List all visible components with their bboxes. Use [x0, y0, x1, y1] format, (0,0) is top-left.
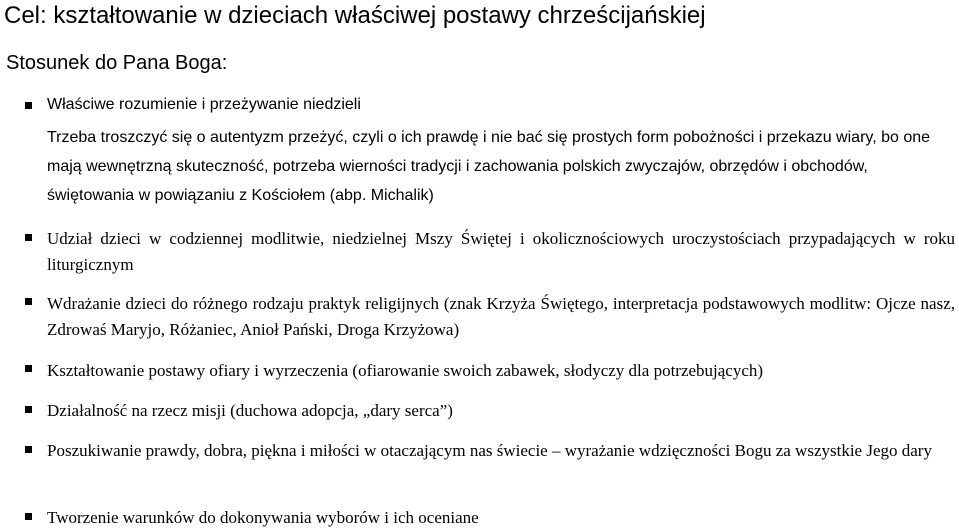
square-bullet-icon — [25, 365, 32, 372]
square-bullet-icon — [25, 406, 32, 413]
square-bullet-icon — [25, 298, 32, 305]
slide-title: Cel: kształtowanie w dzieciach właściwej postawy chrześcijańskiej — [4, 2, 706, 29]
square-bullet-icon — [25, 102, 32, 109]
list-item: Działalność na rzecz misji (duchowa adopcja, „dary serca”) — [47, 401, 453, 420]
square-bullet-icon — [25, 446, 32, 453]
square-bullet-icon — [25, 234, 32, 241]
slide-subtitle: Stosunek do Pana Boga: — [6, 52, 228, 74]
list-item: Tworzenie warunków do dokonywania wyborów i ich oceniane — [47, 508, 479, 527]
list-item: Udział dzieci w codziennej modlitwie, niedzielnej Mszy Świętej i okolicznościowych uroczystościach przypadających w roku liturgicznym — [47, 229, 955, 274]
list-item: Właściwe rozumienie i przeżywanie niedzieli — [47, 96, 361, 113]
explanatory-paragraph: Trzeba troszczyć się o autentyzm przeżyć, czyli o ich prawdę i nie bać się prostych form pobożności i przekazu wiary, bo one mają wewnętrzną skuteczność, potrzeba wierności tradycji i zachowania polskich zwyczajów, obrzędów i obchodów, świętowania w powiązaniu z Kościołem (abp. Michalik) — [47, 129, 931, 204]
list-item: Poszukiwanie prawdy, dobra, piękna i miłości w otaczającym nas świecie – wyrażanie wdzięczności Bogu za wszystkie Jego dary — [47, 441, 932, 460]
list-item: Wdrażanie dzieci do różnego rodzaju praktyk religijnych (znak Krzyża Świętego, interpretacja podstawowych modlitw: Ojcze nasz, Zdrowaś Maryjo, Różaniec, Anioł Pański, Droga Krzyżowa) — [47, 294, 955, 339]
list-item: Kształtowanie postawy ofiary i wyrzeczenia (ofiarowanie swoich zabawek, słodyczy dla potrzebujących) — [47, 361, 764, 380]
square-bullet-icon — [25, 513, 32, 520]
